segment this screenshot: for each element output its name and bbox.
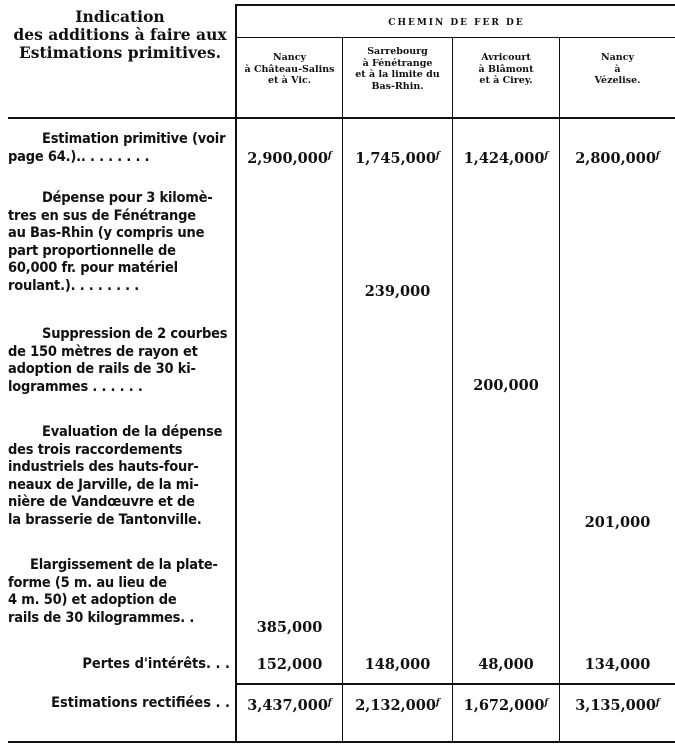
description-line: adoption de rails de 30 ki-	[8, 361, 196, 378]
column-header-line: et à Cirey.	[479, 75, 533, 86]
value-r6-c4: 134,000	[584, 656, 651, 673]
description-line: tres en sus de Fénétrange	[8, 207, 196, 224]
value-r4-c4: 201,000	[584, 514, 651, 531]
col-rule-3	[559, 38, 560, 743]
value-r2-c2: 239,000	[364, 283, 431, 300]
description-line: neaux de Jarville, de la mi-	[8, 476, 199, 493]
row-description-2	[8, 190, 230, 296]
description-line: 60,000 fr. pour matériel	[8, 260, 178, 277]
description-line: la brasserie de Tantonville.	[8, 511, 202, 528]
column-header-line: et à Vic.	[267, 75, 312, 86]
column-header-line: Nancy	[600, 52, 635, 63]
header-line: Indication	[75, 7, 165, 26]
header-indication	[10, 8, 230, 62]
description-line: logrammes . . . . . .	[8, 378, 143, 395]
column-header-line: Avricourt	[481, 52, 531, 63]
description-line: de 150 mètres de rayon et	[8, 343, 198, 360]
total-c1: 3,437,000$^f$	[247, 697, 332, 714]
description-line: Dépense pour 3 kilomè-	[42, 190, 213, 206]
total-c4: 3,135,000$^f$	[575, 697, 660, 714]
column-header-line: et à la limite du	[355, 69, 440, 80]
column-header-line: à Blâmont	[478, 63, 534, 75]
group-rule	[236, 37, 675, 38]
column-header-line: Vézelise.	[594, 75, 641, 86]
column-header-3	[453, 52, 559, 87]
column-header-line: à Fénétrange	[362, 57, 433, 69]
row-label-totals: Estimations rectifiées . .	[51, 695, 230, 711]
column-header-1	[237, 52, 342, 87]
value-r1-c3: 1,424,000$^f$	[463, 150, 549, 167]
value-r3-c3: 200,000	[473, 377, 539, 394]
description-line: part proportionnelle de	[8, 242, 176, 259]
description-line: Elargissement de la plate-	[30, 557, 218, 573]
header-line: des additions à faire aux	[13, 25, 227, 44]
row-description-1	[8, 131, 230, 166]
row-label-pertes: Pertes d'intérêts. . .	[82, 656, 230, 672]
description-line: roulant.). . . . . . . .	[8, 277, 140, 294]
value-r1-c2: 1,745,000$^f$	[355, 150, 440, 167]
description-line: Evaluation de la dépense	[42, 424, 223, 440]
description-line: des trois raccordements	[8, 441, 183, 458]
value-r6-c2: 148,000	[364, 656, 431, 673]
row-description-4	[8, 424, 230, 530]
value-r6-c3: 48,000	[478, 656, 534, 673]
column-header-2	[343, 46, 452, 92]
column-header-line: à Château-Salins	[244, 63, 335, 75]
description-line: rails de 30 kilogrammes. .	[8, 609, 195, 626]
column-header-4	[560, 52, 675, 87]
description-line: 4 m. 50) et adoption de	[8, 592, 177, 609]
column-header-line: Sarrebourg	[367, 46, 428, 57]
description-line: page 64.).. . . . . . . .	[8, 148, 150, 165]
column-header-line: à	[614, 63, 621, 75]
value-r5-c1: 385,000	[256, 619, 323, 636]
description-line: nière de Vandœuvre et de	[8, 494, 195, 511]
column-header-line: Bas-Rhin.	[371, 80, 424, 92]
value-r1-c4: 2,800,000$^f$	[575, 150, 660, 167]
description-line: au Bas-Rhin (y compris une	[8, 225, 205, 242]
total-c2: 2,132,000$^f$	[355, 697, 440, 714]
description-line: forme (5 m. au lieu de	[8, 574, 167, 591]
row-description-5	[8, 557, 230, 627]
group-heading: CHEMIN DE FER DE	[388, 18, 525, 28]
header-line: Estimations primitives.	[18, 43, 222, 62]
value-r6-c1: 152,000	[256, 656, 323, 673]
total-c3: 1,672,000$^f$	[463, 697, 549, 714]
value-r1-c1: 2,900,000$^f$	[247, 150, 332, 167]
description-line: industriels des hauts-four-	[8, 459, 199, 476]
column-header-line: Nancy	[272, 52, 307, 63]
total-rule	[236, 683, 675, 685]
top-rule	[236, 4, 675, 6]
description-line: Suppression de 2 courbes	[42, 326, 228, 342]
row-description-3	[8, 326, 230, 396]
col-rule-1	[342, 38, 343, 743]
description-line: Estimation primitive (voir	[42, 131, 226, 147]
